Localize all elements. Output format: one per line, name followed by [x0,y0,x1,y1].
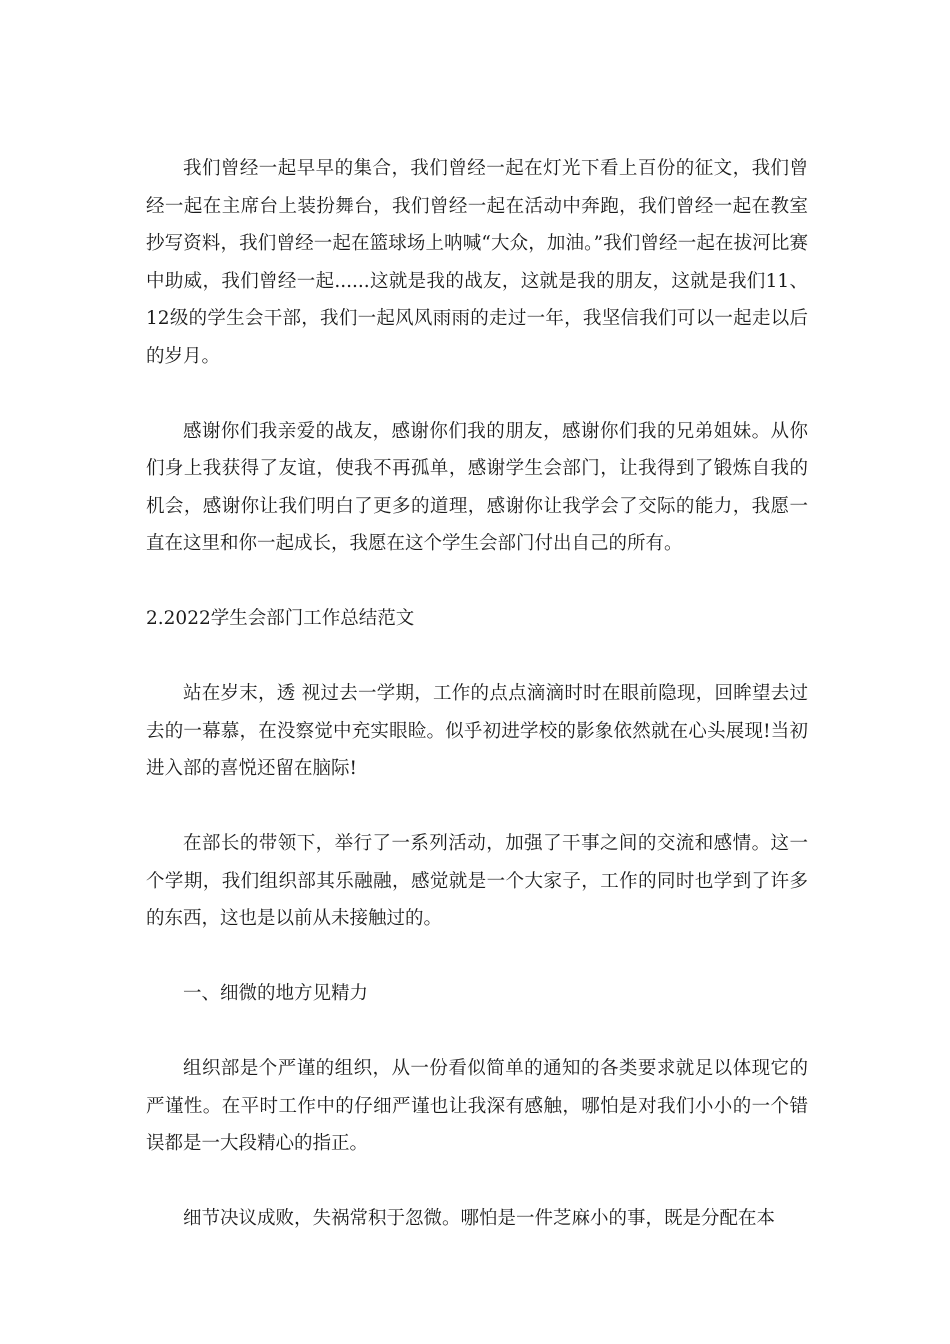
document-body [146,150,808,1238]
paragraph-details-matter: 细节决议成败，失祸常积于忽微。哪怕是一件芝麻小的事，既是分配在本 [183,1208,776,1229]
paragraph-department-activities: 在部长的带领下，举行了一系列活动，加强了干事之间的交流和感情。这一个学期，我们组织部其乐融融，感觉就是一个大家子，工作的同时也学到了许多的东西，这也是以前从未接触过的。 [146,833,808,929]
paragraph-comrades-memories: 我们曾经一起早早的集合，我们曾经一起在灯光下看上百份的征文，我们曾经一起在主席台上装扮舞台，我们曾经一起在活动中奔跑，我们曾经一起在教室抄写资料，我们曾经一起在篮球场上呐喊“大众，加油。”我们曾经一起在拔河比赛中助威，我们曾经一起......这就是我的战友，这就是我的朋友，这就是我们11、12级的学生会干部，我们一起风风雨雨的走过一年，我坚信我们可以一起走以后的岁月。 [146,158,808,367]
paragraph-rigor: 组织部是个严谨的组织，从一份看似简单的通知的各类要求就足以体现它的严谨性。在平时工作中的仔细严谨也让我深有感触，哪怕是对我们小小的一个错误都是一大段精心的指正。 [146,1058,808,1154]
subheading-details: 一、细微的地方见精力 [183,983,369,1004]
paragraph-year-end-reflection: 站在岁末，透 视过去一学期，工作的点点滴滴时时在眼前隐现，回眸望去过去的一幕慕，在没察觉中充实眼睑。似乎初进学校的影象依然就在心头展现!当初进入部的喜悦还留在脑际! [146,683,808,779]
paragraph-thanks: 感谢你们我亲爱的战友，感谢你们我的朋友，感谢你们我的兄弟姐妹。从你们身上我获得了友谊，使我不再孤单，感谢学生会部门，让我得到了锻炼自我的机会，感谢你让我们明白了更多的道理，感谢你让我学会了交际的能力，我愿一直在这里和你一起成长，我愿在这个学生会部门付出自己的所有。 [146,420,808,554]
section-heading: 2.2022学生会部门工作总结范文 [146,608,415,629]
